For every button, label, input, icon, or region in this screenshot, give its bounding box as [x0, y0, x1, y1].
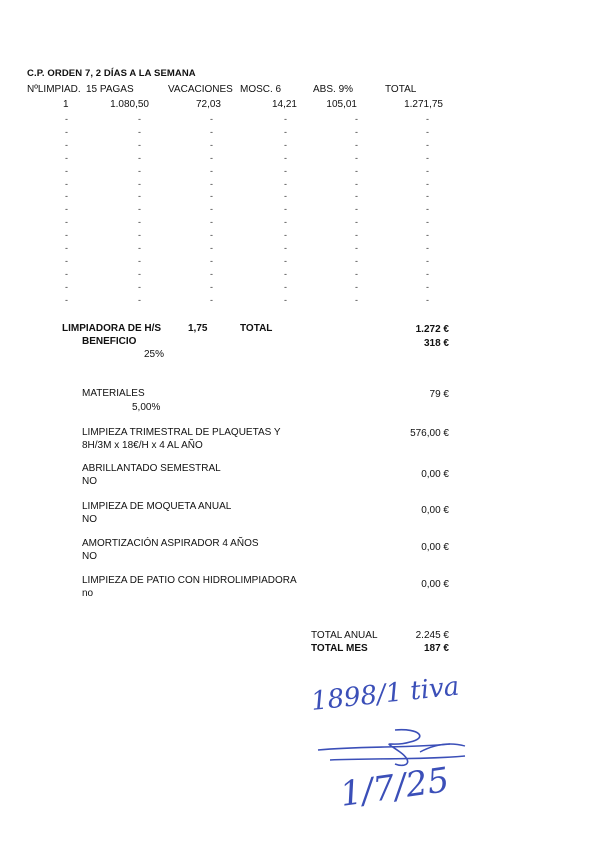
- dash-cell: -: [355, 178, 358, 189]
- dash-cell: -: [426, 191, 429, 202]
- beneficio-label: BENEFICIO: [82, 336, 137, 347]
- header-total: TOTAL: [385, 84, 417, 95]
- document-title: C.P. ORDEN 7, 2 DÍAS A LA SEMANA: [27, 68, 196, 79]
- dash-cell: -: [138, 268, 141, 279]
- header-vacaciones: VACACIONES: [168, 84, 233, 95]
- dash-cell: -: [426, 114, 429, 124]
- dash-cell: -: [138, 165, 141, 176]
- handwritten-signature: [300, 668, 500, 818]
- dash-cell: -: [426, 255, 429, 266]
- dash-cell: -: [284, 178, 287, 189]
- header-mosc: MOSC. 6: [240, 84, 282, 95]
- total-label: TOTAL: [240, 323, 273, 334]
- dash-cell: -: [138, 114, 141, 124]
- dash-cell: -: [210, 230, 213, 241]
- dash-cell: -: [210, 217, 213, 228]
- dash-cell: -: [138, 139, 141, 150]
- beneficio-value: 318 €: [423, 338, 449, 349]
- cell-15pagas: 1.080,50: [110, 99, 149, 110]
- dash-cell: -: [355, 281, 358, 292]
- moqueta-sub: NO: [82, 514, 97, 525]
- abrillantado-value: 0,00 €: [421, 469, 449, 480]
- dash-cell: -: [65, 217, 68, 228]
- dash-cell: -: [65, 281, 68, 292]
- dash-cell: -: [355, 243, 358, 253]
- cell-nlimpiad: 1: [63, 99, 69, 110]
- dash-cell: -: [284, 268, 287, 279]
- handwritten-date: 1/7/25: [337, 760, 452, 815]
- dash-cell: -: [138, 243, 141, 253]
- dash-cell: -: [65, 204, 68, 215]
- dash-cell: -: [284, 255, 287, 266]
- dash-cell: -: [284, 139, 287, 150]
- dash-cell: -: [65, 114, 68, 124]
- materiales-label: MATERIALES: [82, 388, 145, 399]
- dash-cell: -: [284, 126, 287, 137]
- dash-cell: -: [426, 281, 429, 292]
- dash-cell: -: [210, 204, 213, 215]
- dash-cell: -: [138, 204, 141, 215]
- dash-cell: -: [284, 243, 287, 253]
- dash-cell: -: [426, 178, 429, 189]
- dash-cell: -: [65, 165, 68, 176]
- dash-cell: -: [284, 152, 287, 163]
- signature-drawing: [300, 668, 500, 818]
- dash-cell: -: [284, 191, 287, 202]
- dash-cell: -: [138, 281, 141, 292]
- dash-cell: -: [210, 152, 213, 163]
- aspirador-sub: NO: [82, 551, 97, 562]
- aspirador-value: 0,00 €: [421, 542, 449, 553]
- materiales-value: 79 €: [429, 389, 449, 400]
- dash-cell: -: [65, 243, 68, 253]
- patio-value: 0,00 €: [421, 579, 449, 590]
- total-mes-value: 187 €: [423, 643, 449, 654]
- dash-cell: -: [426, 165, 429, 176]
- dash-cell: -: [65, 191, 68, 202]
- cell-abs: 105,01: [326, 99, 357, 110]
- limpiadora-label: LIMPIADORA DE H/S: [62, 323, 162, 334]
- dash-cell: -: [355, 268, 358, 279]
- dash-cell: -: [355, 126, 358, 137]
- dash-cell: -: [138, 217, 141, 228]
- dash-cell: -: [65, 255, 68, 266]
- dash-cell: -: [65, 294, 68, 305]
- dash-cell: -: [355, 230, 358, 241]
- dash-cell: -: [284, 217, 287, 228]
- dash-cell: -: [284, 114, 287, 124]
- total-anual-label: TOTAL ANUAL: [311, 630, 378, 641]
- dash-cell: -: [355, 255, 358, 266]
- dash-cell: -: [355, 152, 358, 163]
- dash-cell: -: [284, 294, 287, 305]
- dash-cell: -: [284, 204, 287, 215]
- cell-total: 1.271,75: [404, 99, 443, 110]
- dash-cell: -: [426, 243, 429, 253]
- materiales-pct: 5,00%: [132, 402, 161, 413]
- dash-cell: -: [426, 294, 429, 305]
- dash-cell: -: [284, 230, 287, 241]
- total-mes-label: TOTAL MES: [311, 643, 368, 654]
- patio-label: LIMPIEZA DE PATIO CON HIDROLIMPIADORA: [82, 575, 297, 586]
- dash-cell: -: [138, 178, 141, 189]
- dash-cell: -: [210, 191, 213, 202]
- dash-cell: -: [138, 152, 141, 163]
- dash-cell: -: [426, 268, 429, 279]
- dash-cell: -: [65, 178, 68, 189]
- handwritten-reference: 1898/1 tiva: [309, 671, 461, 717]
- beneficio-pct: 25%: [144, 349, 165, 360]
- dash-cell: -: [355, 114, 358, 124]
- dash-cell: -: [210, 139, 213, 150]
- dash-cell: -: [426, 152, 429, 163]
- dash-cell: -: [426, 230, 429, 241]
- dash-cell: -: [210, 281, 213, 292]
- dash-cell: -: [210, 268, 213, 279]
- dash-cell: -: [210, 165, 213, 176]
- dash-cell: -: [210, 255, 213, 266]
- dash-cell: -: [138, 294, 141, 305]
- dash-cell: -: [426, 217, 429, 228]
- dash-cell: -: [426, 126, 429, 137]
- dash-cell: -: [210, 114, 213, 124]
- total-value: 1.272 €: [415, 324, 449, 335]
- dash-cell: -: [355, 294, 358, 305]
- plaquetas-label-2: 8H/3M x 18€/H x 4 AL AÑO: [82, 440, 203, 451]
- total-anual-value: 2.245 €: [415, 630, 449, 641]
- moqueta-value: 0,00 €: [421, 505, 449, 516]
- dash-cell: -: [65, 139, 68, 150]
- dash-cell: -: [138, 126, 141, 137]
- header-15pagas: 15 PAGAS: [86, 84, 134, 95]
- cell-mosc: 14,21: [271, 99, 297, 110]
- dash-cell: -: [138, 230, 141, 241]
- dash-cell: -: [355, 204, 358, 215]
- dash-cell: -: [65, 152, 68, 163]
- dash-cell: -: [65, 268, 68, 279]
- dash-cell: -: [210, 126, 213, 137]
- dash-cell: -: [138, 191, 141, 202]
- dash-cell: -: [65, 230, 68, 241]
- limpiadora-value: 1,75: [188, 323, 208, 334]
- dash-cell: -: [355, 217, 358, 228]
- dash-cell: -: [355, 191, 358, 202]
- patio-sub: no: [82, 588, 94, 599]
- dash-cell: -: [355, 139, 358, 150]
- plaquetas-value: 576,00 €: [410, 428, 449, 439]
- dash-cell: -: [65, 126, 68, 137]
- plaquetas-label-1: LIMPIEZA TRIMESTRAL DE PLAQUETAS Y: [82, 427, 281, 438]
- dash-cell: -: [210, 294, 213, 305]
- dash-cell: -: [426, 204, 429, 215]
- dash-cell: -: [210, 243, 213, 253]
- header-nlimpiad: NºLIMPIAD.: [27, 84, 81, 95]
- dash-cell: -: [284, 165, 287, 176]
- header-abs: ABS. 9%: [313, 84, 354, 95]
- abrillantado-label: ABRILLANTADO SEMESTRAL: [82, 463, 221, 474]
- moqueta-label: LIMPIEZA DE MOQUETA ANUAL: [82, 501, 232, 512]
- cell-vacaciones: 72,03: [195, 99, 221, 110]
- dash-cell: -: [138, 255, 141, 266]
- dash-cell: -: [284, 281, 287, 292]
- abrillantado-sub: NO: [82, 476, 97, 487]
- dash-cell: -: [426, 139, 429, 150]
- dash-cell: -: [210, 178, 213, 189]
- dash-cell: -: [355, 165, 358, 176]
- aspirador-label: AMORTIZACIÓN ASPIRADOR 4 AÑOS: [82, 538, 259, 549]
